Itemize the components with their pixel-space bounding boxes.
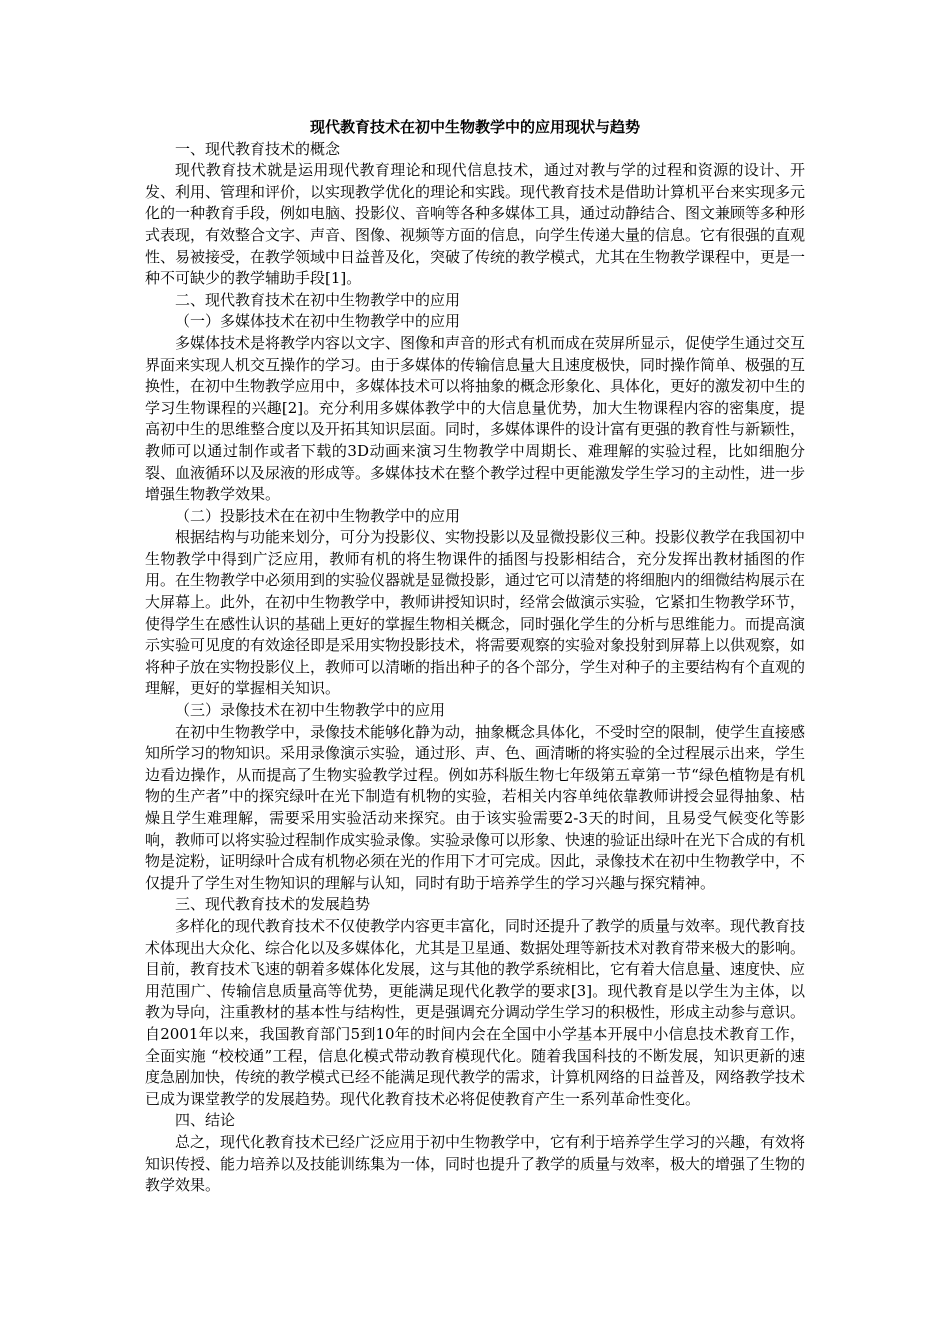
section-heading-application: 二、现代教育技术在初中生物教学中的应用	[175, 290, 461, 309]
section-heading-concept: 一、现代教育技术的概念	[175, 139, 341, 158]
paragraph-multimedia: 多媒体技术是将教学内容以文字、图像和声音的形式有机而成在荧屏所显示，促使学生通过交互界面来实现人机交互操作的学习。由于多媒体的传输信息量大且速度极快，同时操作简单、极强的互换性，在初中生物教学应用中，多媒体技术可以将抽象的概念形象化、具体化，更好的激发初中生的学习生物课程的兴趣[2]。充分利用多媒体教学中的大信息量优势，加大生物课程内容的密集度，提高初中生的思维整合度以及开拓其知识层面。同时，多媒体课件的设计富有更强的教育性与新颖性，教师可以通过制作或者下载的3D动画来演习生物教学中周期长、难理解的实验过程，比如细胞分裂、血液循环以及尿液的形成等。多媒体技术在整个教学过程中更能激发学生学习的主动性，进一步增强生物教学效果。	[145, 333, 806, 504]
paragraph-conclusion: 总之，现代化教育技术已经广泛应用于初中生物教学中，它有利于培养学生学习的兴趣，有效将知识传授、能力培养以及技能训练集为一体，同时也提升了教学的质量与效率，极大的增强了生物的教学效果。	[145, 1132, 806, 1195]
subheading-multimedia: （一）多媒体技术在初中生物教学中的应用	[175, 312, 461, 331]
subheading-projection: （二）投影技术在在初中生物教学中的应用	[175, 506, 461, 525]
document-page	[145, 117, 805, 1197]
paragraph-projection: 根据结构与功能来划分，可分为投影仪、实物投影以及显微投影仪三种。投影仪教学在我国初中生物教学中得到广泛应用，教师有机的将生物课件的插图与投影相结合，充分发挥出教材插图的作用。在生物教学中必须用到的实验仪器就是显微投影，通过它可以清楚的将细胞内的细微结构展示在大屏幕上。此外，在初中生物教学中，教师讲授知识时，经常会做演示实验，它紧扣生物教学环节，使得学生在感性认识的基础上更好的掌握生物相关概念，同时强化学生的分析与思维能力。而提高演示实验可见度的有效途径即是采用实物投影技术，将需要观察的实验对象投射到屏幕上以供观察，如将种子放在实物投影仪上，教师可以清晰的指出种子的各个部分，学生对种子的主要结构有个直观的理解，更好的掌握相关知识。	[145, 528, 806, 698]
paragraph-concept: 现代教育技术就是运用现代教育理论和现代信息技术，通过对教与学的过程和资源的设计、开发、利用、管理和评价，以实现教学优化的理论和实践。现代教育技术是借助计算机平台来实现多元化的一种教育手段，例如电脑、投影仪、音响等各种多媒体工具，通过动静结合、图文兼顾等多种形式表现，有效整合文字、声音、图像、视频等方面的信息，向学生传递大量的信息。它有很强的直观性、易被接受，在教学领域中日益普及化，突破了传统的教学模式，尤其在生物教学课程中，更是一种不可缺少的教学辅助手段[1]。	[145, 161, 806, 288]
section-heading-trend: 三、现代教育技术的发展趋势	[175, 895, 371, 914]
paragraph-video: 在初中生物教学中，录像技术能够化静为动，抽象概念具体化，不受时空的限制，使学生直接感知所学习的物知识。采用录像演示实验，通过形、声、色、画清晰的将实验的全过程展示出来，学生边看边操作，从而提高了生物实验教学过程。例如苏科版生物七年级第五章第一节“绿色植物是有机物的生产者”中的探究绿叶在光下制造有机物的实验，若相关内容单纯依靠教师讲授会显得抽象、枯燥且学生难理解，需要采用实验活动来探究。由于该实验需要2-3天的时间，且易受气候变化等影响，教师可以将实验过程制作成实验录像。实验录像可以形象、快速的验证出绿叶在光下合成的有机物是淀粉，证明绿叶合成有机物必须在光的作用下才可完成。因此，录像技术在初中生物教学中，不仅提升了学生对生物知识的理解与认知，同时有助于培养学生的学习兴趣与探究精神。	[145, 722, 806, 892]
document-title: 现代教育技术在初中生物教学中的应用现状与趋势	[309, 118, 640, 136]
section-heading-conclusion: 四、结论	[175, 1111, 236, 1130]
paragraph-trend: 多样化的现代教育技术不仅使教学内容更丰富化，同时还提升了教学的质量与效率。现代教育技术体现出大众化、综合化以及多媒体化，尤其是卫星通、数据处理等新技术对教育带来极大的影响。目前，教育技术飞速的朝着多媒体化发展，这与其他的教学系统相比，它有着大信息量、速度快、应用范围广、传输信息质量高等优势，更能满足现代化教学的要求[3]。现代教育是以学生为主体，以教为导向，注重教材的基本性与结构性，更是强调充分调动学生学习的积极性，形成主动参与意识。自2001年以来，我国教育部门5到10年的时间内会在全国中小学基本开展中小信息技术教育工作，全面实施 “校校通”工程，信息化模式带动教育模现代化。随着我国科技的不断发展，知识更新的速度急剧加快，传统的教学模式已经不能满足现代教学的需求，计算机网络的日益普及，网络教学技术已成为课堂教学的发展趋势。现代化教育技术必将促使教育产生一系列革命性变化。	[145, 916, 806, 1108]
subheading-video: （三）录像技术在初中生物教学中的应用	[175, 701, 446, 720]
